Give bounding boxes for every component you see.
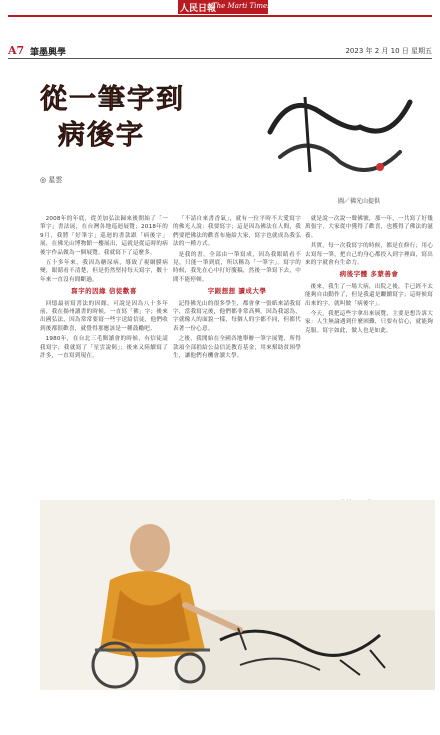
paragraph: 五十多年來，我因為糖尿病，導致了視網膜病變，眼睛看不清楚，但是仍然堅持每天寫字，數十年來一直沒有間斷過。 (40, 260, 168, 283)
paragraph: 2008年的年底，從美加弘法歸來後開始了「一筆字」書法展，在台灣各地巡迴展覽；2018年的9月，我將「好筆字」巡迴的書款跟「病後字」展，在佛光山博物館一樓展出，這就是從這時的病後字作品做為一個展覽，我就寫下了這麼多。 (40, 216, 168, 256)
section-title: 筆墨興學 (30, 48, 67, 58)
paragraph: 回憶最初寫書法的因緣，可說是因為八十多年前，我在揚州讀書的時候，一直寫「佛」字；後來出國弘法，因為常常要寫一些字送給信徒，他們收到後都很歡喜，就覺得那應該是一種鼓勵吧。 (40, 300, 168, 332)
subheading: 寫字的因緣 信徒歡喜 (71, 287, 137, 296)
newspaper-english-name: The Marti Times (212, 2, 271, 10)
paragraph: 「不請自來書香氣」，就有一位平時不大愛寫字的佛光人說：我要寫字；這是因為佛法在人間，我們要把佛法的歡喜布施給大家，寫字也就成為我弘法的一種方式。 (173, 216, 301, 248)
paragraph: 是我的書，全部由一筆寫成，因為我眼睛看不見，只能一筆到底，所以稱為「一筆字」。寫字的時候，我先在心中打好腹稿，然後一筆寫下去，中間不能停頓。 (173, 251, 301, 283)
article-column-1 (40, 215, 168, 363)
title-line-2: 病後字 (58, 120, 145, 151)
subheading: 字跟想想 讀成大學 (207, 287, 267, 296)
calligraphy-image (250, 72, 425, 192)
monk-writing-photo (40, 500, 435, 690)
paragraph: 1980年，在台北三毛閱讀會的時候，有信徒請我寫字，我就寫了「星雲說偈」；後來又陸續寫了許多，一直寫到現在。 (40, 336, 168, 360)
publication-date: 2023 年 2 月 10 日 星期五 (345, 47, 432, 55)
page-number: A7 (8, 44, 25, 57)
paragraph: 之後，我開始在全國各地舉辦一筆字展覽，所得款項全部捐給公益信託教育基金，用來幫助貧困學生，讓他們有機會讀大學。 (173, 336, 301, 360)
paragraph: 記得佛光山的很多學生，都會拿一張紙來請我寫字，當我寫完後，他們都非常高興。因為我認為，字就像人的面貌一樣，每個人的字都不同，但都代表著一份心意。 (173, 300, 301, 332)
masthead (0, 0, 440, 22)
article-column-2 (173, 215, 301, 363)
paragraph: 今天，我把這些字拿出來展覽，主要是想告訴大家：人生無論遇到什麼困難，只要有信心，就能夠克服。寫字如此，做人也是如此。 (305, 311, 433, 334)
newspaper-logo: 人民日報 (180, 4, 217, 14)
page-header (8, 44, 432, 56)
masthead-rule (8, 15, 432, 17)
paragraph: 就是說一次說一聲佛號，那一年，一共寫了好幾萬張字，大家從中獲得了歡喜，也獲得了佛法的滋養。 (305, 216, 433, 239)
subheading: 病後字體 多蒙善會 (339, 270, 399, 279)
header-divider (8, 58, 432, 59)
paragraph: 其實，每一次我寫字的時候，都是在修行；用心去寫每一筆，把自己的身心都投入到字裡面，寫出來的字就會有生命力。 (305, 243, 433, 267)
article-column-3 (305, 215, 433, 337)
photo-caption: 圖／佛光山提供 (338, 198, 381, 205)
title-line-1: 從一筆字到 (40, 84, 185, 115)
paragraph: 後來，我生了一場大病，出院之後，手已經不太能夠自由動作了，但是我還是繼續寫字；這時候寫出來的字，就叫做「病後字」。 (305, 283, 433, 307)
article-title (40, 82, 195, 172)
author-byline: ◎ 星雲 (40, 176, 63, 184)
